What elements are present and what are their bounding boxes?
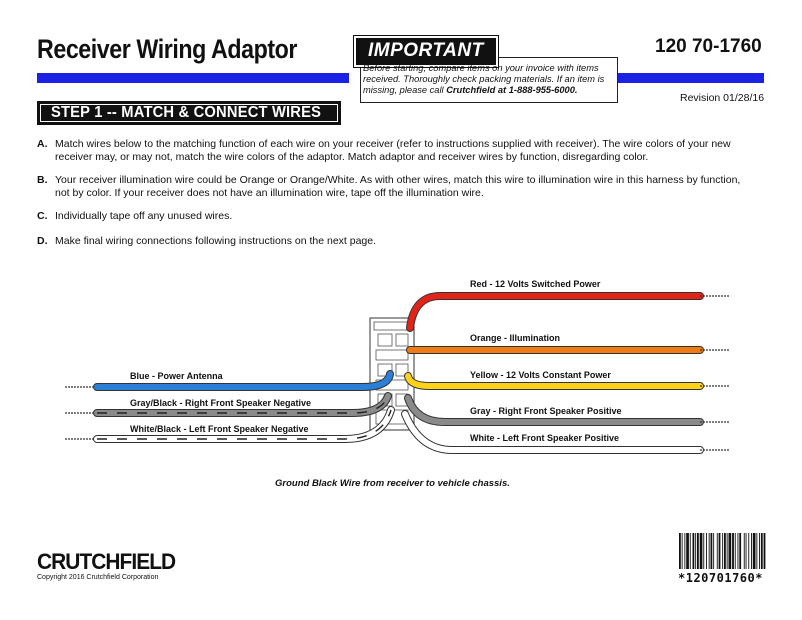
- wire-label-orange: Orange - Illumination: [470, 333, 561, 343]
- important-phone: Crutchfield at 1-888-955-6000.: [446, 85, 578, 96]
- copyright: Copyright 2016 Crutchfield Corporation: [37, 574, 159, 581]
- barcode-bar: [693, 533, 695, 569]
- barcode-bar: [679, 533, 681, 569]
- instruction-letter: D.: [37, 235, 48, 247]
- barcode-bar: [761, 533, 763, 569]
- barcode-number: *120701760*: [678, 571, 763, 585]
- barcode-bar: [686, 533, 689, 569]
- instruction-letter: B.: [37, 174, 48, 186]
- instruction-letter: C.: [37, 210, 48, 222]
- barcode-bar: [703, 533, 704, 569]
- barcode-bar: [709, 533, 710, 569]
- barcode-bar: [738, 533, 739, 569]
- barcode-bar: [756, 533, 757, 569]
- wire-label-yellow: Yellow - 12 Volts Constant Power: [470, 370, 611, 380]
- barcode-bar: [706, 533, 707, 569]
- barcode-bar: [695, 533, 696, 569]
- barcode-bar: [717, 533, 718, 569]
- wire-label-gray-black: Gray/Black - Right Front Speaker Negative: [130, 398, 312, 408]
- barcode-bar: [724, 533, 726, 569]
- barcode-bar: [700, 533, 703, 569]
- instruction-text: Individually tape off any unused wires.: [55, 210, 233, 222]
- barcode-bar: [719, 533, 721, 569]
- barcode-bar: [739, 533, 741, 569]
- wire-label-white: White - Left Front Speaker Positive: [470, 433, 620, 443]
- crutchfield-logo: CRUTCHFIELD: [37, 549, 176, 574]
- wire-label-gray: Gray - Right Front Speaker Positive: [470, 406, 622, 416]
- document-title: Receiver Wiring Adaptor: [37, 34, 298, 64]
- barcode-bar: [713, 533, 714, 569]
- barcode-bar: [764, 533, 766, 569]
- revision-date: Revision 01/28/16: [680, 92, 765, 104]
- important-tag: IMPORTANT: [354, 36, 498, 67]
- instruction-text: Make final wiring connections following instructions on the next page.: [55, 235, 377, 247]
- barcode-bar: [727, 533, 728, 569]
- wire-label-white-black: White/Black - Left Front Speaker Negative: [130, 424, 309, 434]
- instruction-letter: A.: [37, 138, 48, 150]
- barcode-bar: [735, 533, 736, 569]
- barcode-bar: [682, 533, 683, 569]
- barcode-bar: [759, 533, 760, 569]
- wire-label-red: Red - 12 Volts Switched Power: [470, 279, 601, 289]
- barcode-bar: [748, 533, 749, 569]
- barcode-bar: [753, 533, 756, 569]
- instruction-text: Match wires below to the matching function of each wire on your receiver (refer to instructions supplied with receiver). The wire colors of your new receiver may, or may not, match the wire colors of the adaptor. Match adaptor and receiver wires by function, disregarding color.: [55, 138, 731, 163]
- barcode-bar: [751, 533, 752, 569]
- wire-red: [410, 296, 730, 328]
- barcode-bar: [729, 533, 732, 569]
- step-title: STEP 1 -- MATCH & CONNECT WIRES: [51, 104, 322, 121]
- barcode-bar: [690, 533, 691, 569]
- barcode-bar: [732, 533, 734, 569]
- important-text: Before starting, compare items on your invoice with items received. Thoroughly check packing materials. If an item is missing, please call: [363, 63, 605, 96]
- barcode-bar: [684, 533, 685, 569]
- wire-label-blue: Blue - Power Antenna: [130, 371, 223, 381]
- part-number: 120 70-1760: [655, 36, 762, 57]
- barcode-bar: [697, 533, 699, 569]
- ground-note: Ground Black Wire from receiver to vehicle chassis.: [275, 478, 510, 489]
- wire-blue: [65, 374, 390, 387]
- barcode: [679, 533, 765, 569]
- instruction-text: Your receiver illumination wire could be Orange or Orange/White. As with other wires, match this wire to illumination wire in this harness by function, not by color. If your receiver does not have an illumination wire, tape off the illumination wire.: [55, 174, 741, 199]
- barcode-bar: [746, 533, 747, 569]
- barcode-bar: [722, 533, 723, 569]
- barcode-bar: [744, 533, 745, 569]
- barcode-bar: [711, 533, 713, 569]
